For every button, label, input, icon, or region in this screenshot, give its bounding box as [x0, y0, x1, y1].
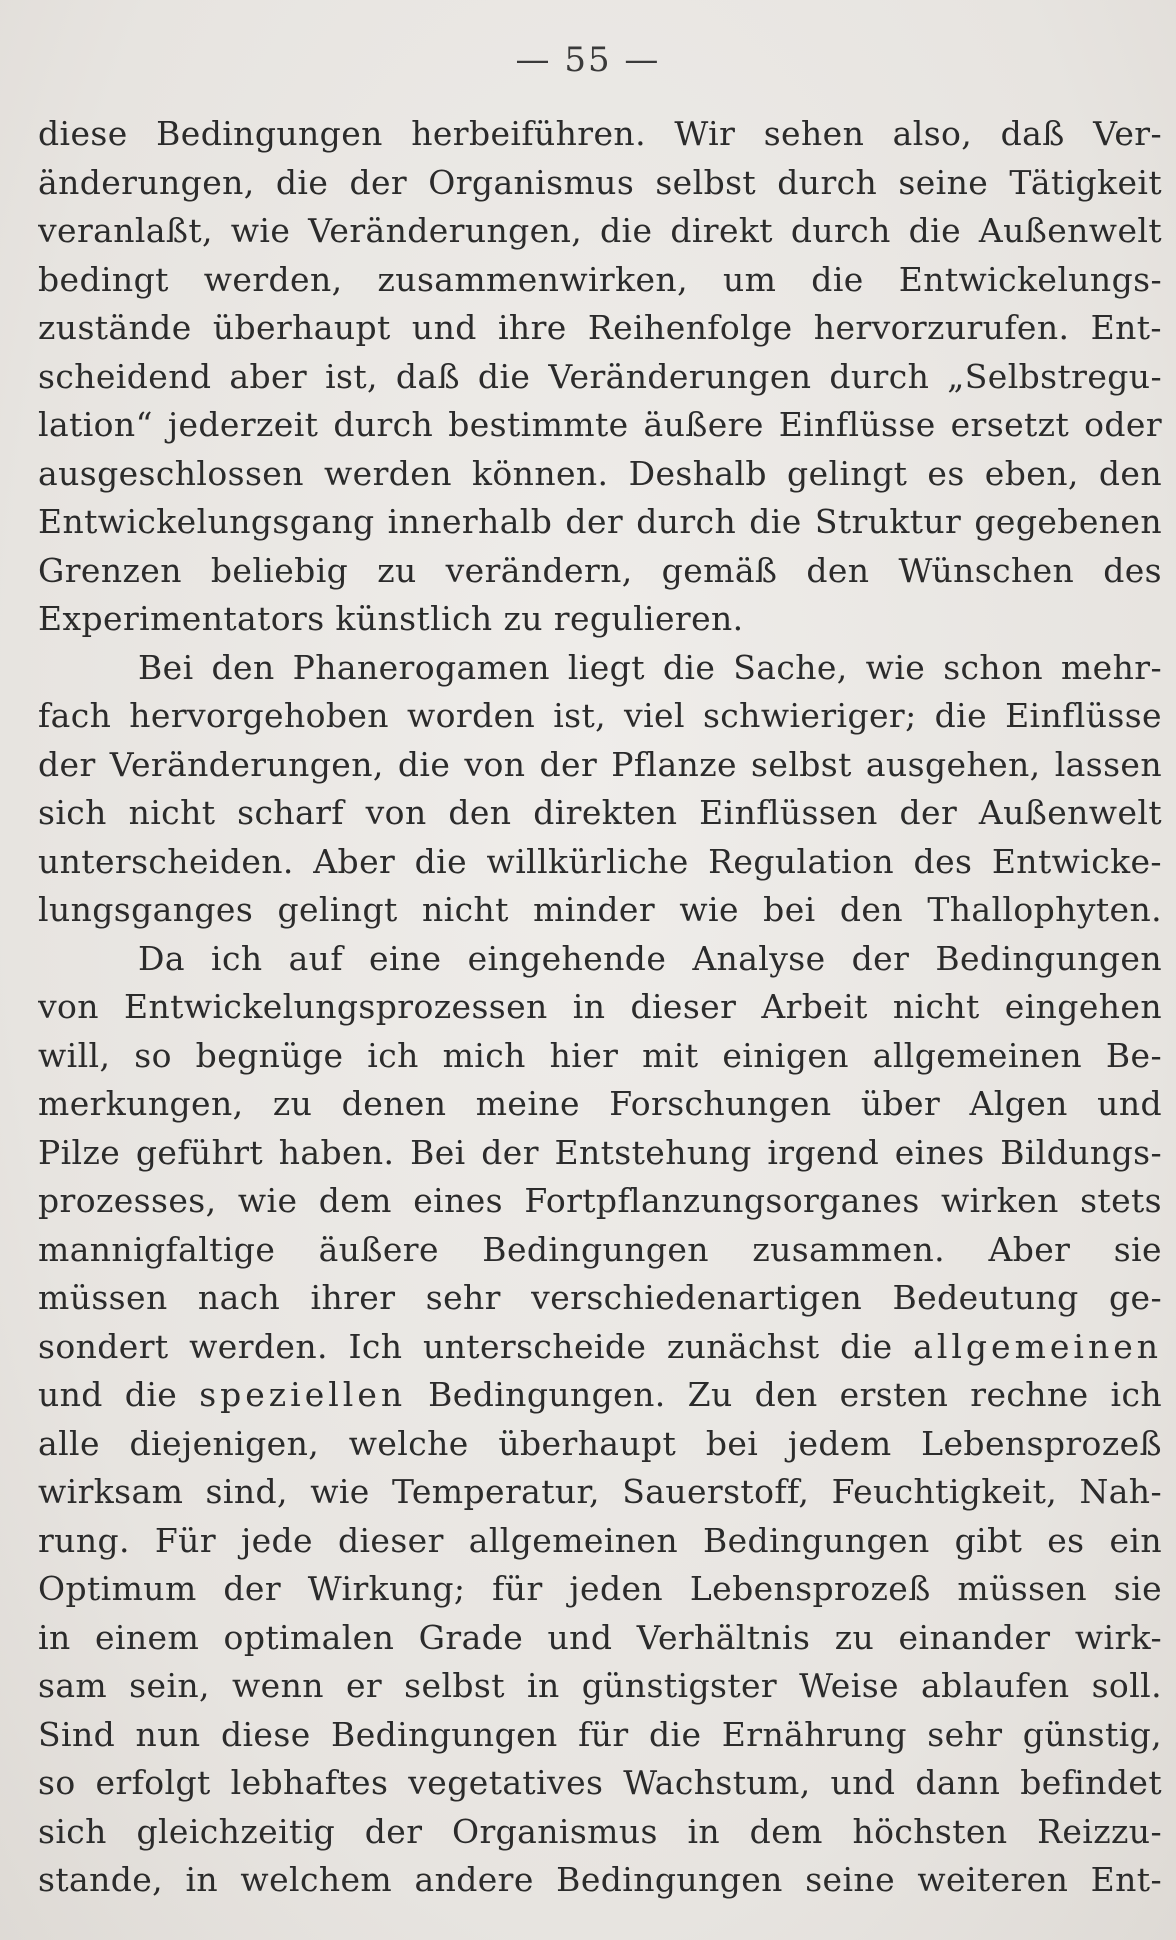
text-line-30: rung. Für jede dieser allgemeinen Bedingungen gibt es ein — [38, 1520, 1162, 1560]
text-line-24: mannigfaltige äußere Bedingungen zusammen. Aber sie — [38, 1229, 1162, 1269]
text-segment: und die — [38, 1375, 200, 1414]
text-segment: sondert werden. Ich unterscheide zunächst die — [38, 1326, 914, 1366]
text-line-15: sich nicht scharf von den direkten Einflüssen der Außenwelt — [38, 793, 1162, 832]
text-line-16: unterscheiden. Aber die willkürliche Regulation des Entwicke- — [38, 841, 1162, 881]
text-line-33: sam sein, wenn er selbst in günstigster Weise ablaufen soll. — [38, 1666, 1162, 1705]
text-line-18: Da ich auf eine eingehende Analyse der Bedingungen — [138, 938, 1162, 978]
text-line-23: prozesses, wie dem eines Fortpflanzungsorganes wirken stets — [38, 1181, 1162, 1220]
text-line-9: Entwickelungsgang innerhalb der durch die Struktur gegebenen — [38, 502, 1162, 541]
text-line-4: bedingt werden, zusammenwirken, um die Entwickelungs- — [38, 259, 1162, 299]
text-line-25: müssen nach ihrer sehr verschiedenartigen Bedeutung ge- — [38, 1278, 1162, 1317]
text-line-10: Grenzen beliebig zu verändern, gemäß den Wünschen des — [38, 550, 1162, 590]
text-line-3: veranlaßt, wie Veränderungen, die direkt durch die Außenwelt — [38, 211, 1162, 250]
text-line-7: lation“ jederzeit durch bestimmte äußere Einflüsse ersetzt oder — [38, 405, 1162, 444]
text-line-19: von Entwickelungsprozessen in dieser Arbeit nicht eingehen — [38, 987, 1162, 1026]
text-line-12: Bei den Phanerogamen liegt die Sache, wie schon mehr- — [138, 647, 1162, 687]
text-line-14: der Veränderungen, die von der Pflanze selbst ausgehen, lassen — [38, 744, 1162, 784]
text-line-31: Optimum der Wirkung; für jeden Lebensprozeß müssen sie — [38, 1569, 1162, 1608]
text-line-29: wirksam sind, wie Temperatur, Sauerstoff, Feuchtigkeit, Nah- — [38, 1472, 1162, 1511]
text-line-2: änderungen, die der Organismus selbst durch seine Tätigkeit — [38, 162, 1162, 202]
text-line-36: sich gleichzeitig der Organismus in dem höchsten Reizzu- — [38, 1811, 1162, 1851]
text-line-5: zustände überhaupt und ihre Reihenfolge hervorzurufen. Ent- — [38, 308, 1162, 347]
text-line-22: Pilze geführt haben. Bei der Entstehung irgend eines Bildungs- — [38, 1132, 1162, 1172]
text-line-1: diese Bedingungen herbeiführen. Wir sehen also, daß Ver- — [38, 114, 1162, 153]
text-line-6: scheidend aber ist, daß die Veränderungen durch „Selbstregu- — [38, 356, 1162, 396]
text-line-35: so erfolgt lebhaftes vegetatives Wachstum, und dann befindet — [38, 1763, 1162, 1802]
text-line-37: stande, in welchem andere Bedingungen seine weiteren Ent- — [38, 1860, 1162, 1899]
text-line-13: fach hervorgehoben worden ist, viel schwieriger; die Einflüsse — [38, 696, 1162, 735]
text-line-21: merkungen, zu denen meine Forschungen über Algen und — [38, 1084, 1162, 1123]
text-segment: Bedingungen. Zu den ersten rechne ich — [406, 1375, 1162, 1414]
text-line-11: Experimentators künstlich zu regulieren. — [38, 599, 744, 638]
text-line-26 — [38, 1323, 1162, 1372]
text-line-27 — [38, 1371, 1162, 1420]
page-number: — 55 — — [515, 40, 661, 80]
emphasized-term: allgemeinen — [913, 1326, 1162, 1366]
text-line-20: will, so begnüge ich mich hier mit einigen allgemeinen Be- — [38, 1035, 1162, 1075]
emphasized-term: speziellen — [199, 1375, 407, 1414]
body-text — [38, 110, 1162, 1905]
text-line-8: ausgeschlossen werden können. Deshalb gelingt es eben, den — [38, 453, 1162, 493]
text-line-32: in einem optimalen Grade und Verhältnis zu einander wirk- — [38, 1617, 1162, 1657]
text-line-34: Sind nun diese Bedingungen für die Ernährung sehr günstig, — [38, 1714, 1162, 1754]
text-line-28: alle diejenigen, welche überhaupt bei jedem Lebensprozeß — [38, 1423, 1162, 1463]
text-line-17: lungsganges gelingt nicht minder wie bei den Thallophyten. — [38, 890, 1162, 929]
